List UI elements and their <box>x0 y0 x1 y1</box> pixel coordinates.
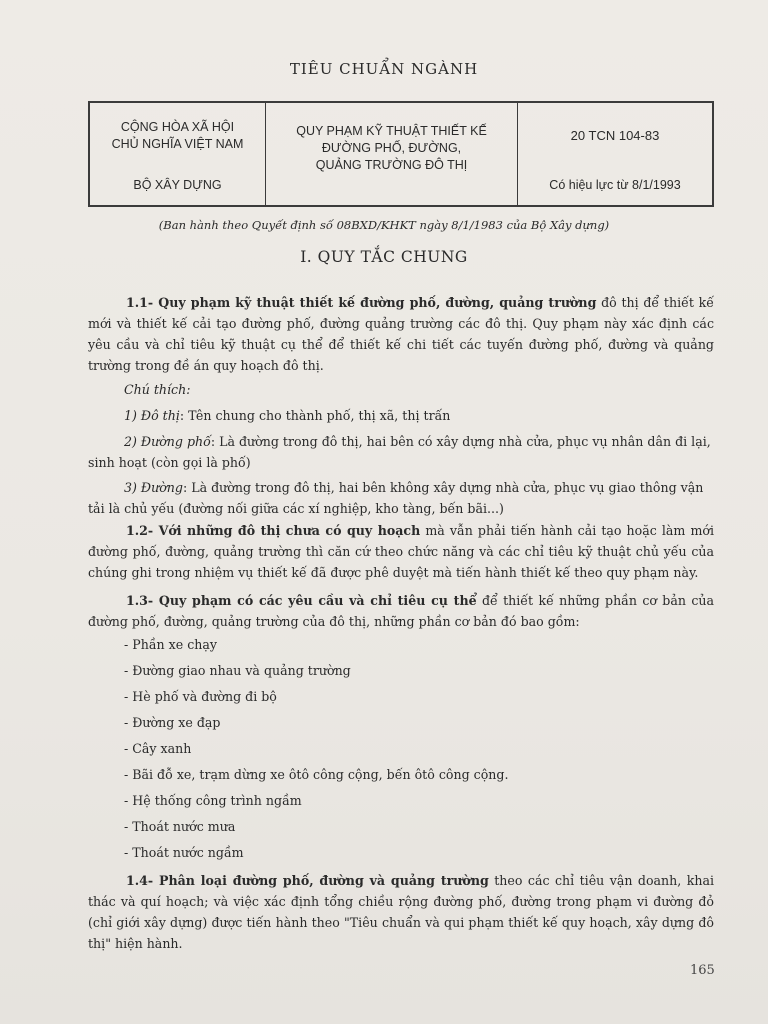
title-column <box>266 103 518 205</box>
list-item: - Hệ thống công trình ngầm <box>124 793 302 808</box>
decree-note: (Ban hành theo Quyết định số 08BXD/KHKT ngày 8/1/1983 của Bộ Xây dựng) <box>158 218 610 232</box>
note-1: 1) Đô thị: Tên chung cho thành phố, thị xã, thị trấn <box>124 408 451 423</box>
notes-heading: Chú thích: <box>124 382 191 397</box>
note-2: 2) Đường phố: Là đường trong đô thị, hai bên có xây dựng nhà cửa, phục vụ nhân dân đi lại, sinh hoạt (còn gọi là phố) <box>88 434 711 470</box>
section-title: I. QUY TẮC CHUNG <box>300 248 468 266</box>
code-column <box>518 103 712 205</box>
list-item: - Đường xe đạp <box>124 715 221 730</box>
country-name: CỘNG HÒA XÃ HỘI CHỦ NGHĨA VIỆT NAM <box>111 120 244 151</box>
paragraph-1-4: 1.4- Phân loại đường phố, đường và quảng trường theo các chỉ tiêu vận doanh, khai thác và quí hoạch; và việc xác định tổng chiều rộng đường phố, đường trong phạm vi đường đỏ (chỉ giới xây dựng) được tiến hành theo "Tiêu chuẩn và qui phạm thiết kế quy hoạch, xây dựng đô thị" hiện hành. <box>88 873 715 951</box>
list-item: - Hè phố và đường đi bộ <box>124 689 277 704</box>
note-3: 3) Đường: Là đường trong đô thị, hai bên không xây dựng nhà cửa, phục vụ giao thông vận tải là chủ yếu (đường nối giữa các xí nghiệp, kho tàng, bến bãi...) <box>88 480 704 516</box>
issuer-column <box>90 103 266 205</box>
paragraph-1-2: 1.2- Với những đô thị chưa có quy hoạch mà vẫn phải tiến hành cải tạo hoặc làm mới đường phố, đường, quảng trường thì căn cứ theo chức năng và các chỉ tiêu kỹ thuật chủ yếu của chúng ghi trong nhiệm vụ thiết kế đã được phê duyệt mà tiến hành thiết kế theo quy phạm này. <box>88 523 715 580</box>
paragraph-1-1: 1.1- Quy phạm kỹ thuật thiết kế đường phố, đường, quảng trường đô thị để thiết kế mới và thiết kế cải tạo đường phố, đường quảng trường các đô thị. Quy phạm này xác định các yêu cầu và chỉ tiêu kỹ thuật cụ thể để thiết kế chi tiết các tuyến đường phố, đường và quảng trường trong đề án quy hoạch đô thị. <box>88 295 714 373</box>
paragraph-1-3: 1.3- Quy phạm có các yêu cầu và chỉ tiêu cụ thể để thiết kế những phần cơ bản của đường phố, đường, quảng trường của đô thị, những phần cơ bản đó bao gồm: <box>88 593 715 629</box>
page-number: 165 <box>690 963 715 978</box>
ministry-name: BỘ XÂY DỰNG <box>133 178 222 192</box>
list-item: - Phần xe chạy <box>124 637 218 652</box>
list-item: - Thoát nước mưa <box>124 819 236 834</box>
info-table <box>88 101 714 207</box>
standard-code: 20 TCN 104-83 <box>570 128 660 143</box>
list-item: - Cây xanh <box>124 741 192 756</box>
list-item: - Thoát nước ngầm <box>124 845 244 860</box>
list-item: - Đường giao nhau và quảng trường <box>124 663 351 678</box>
effective-date: Có hiệu lực từ 8/1/1993 <box>549 178 681 192</box>
standard-header: TIÊU CHUẨN NGÀNH <box>289 60 479 78</box>
document-title: QUY PHẠM KỸ THUẬT THIẾT KẾ ĐƯỜNG PHỐ, ĐƯỜNG, QUẢNG TRƯỜNG ĐÔ THỊ <box>296 124 487 172</box>
list-item: - Bãi đỗ xe, trạm dừng xe ôtô công cộng, bến ôtô công cộng. <box>124 767 509 782</box>
